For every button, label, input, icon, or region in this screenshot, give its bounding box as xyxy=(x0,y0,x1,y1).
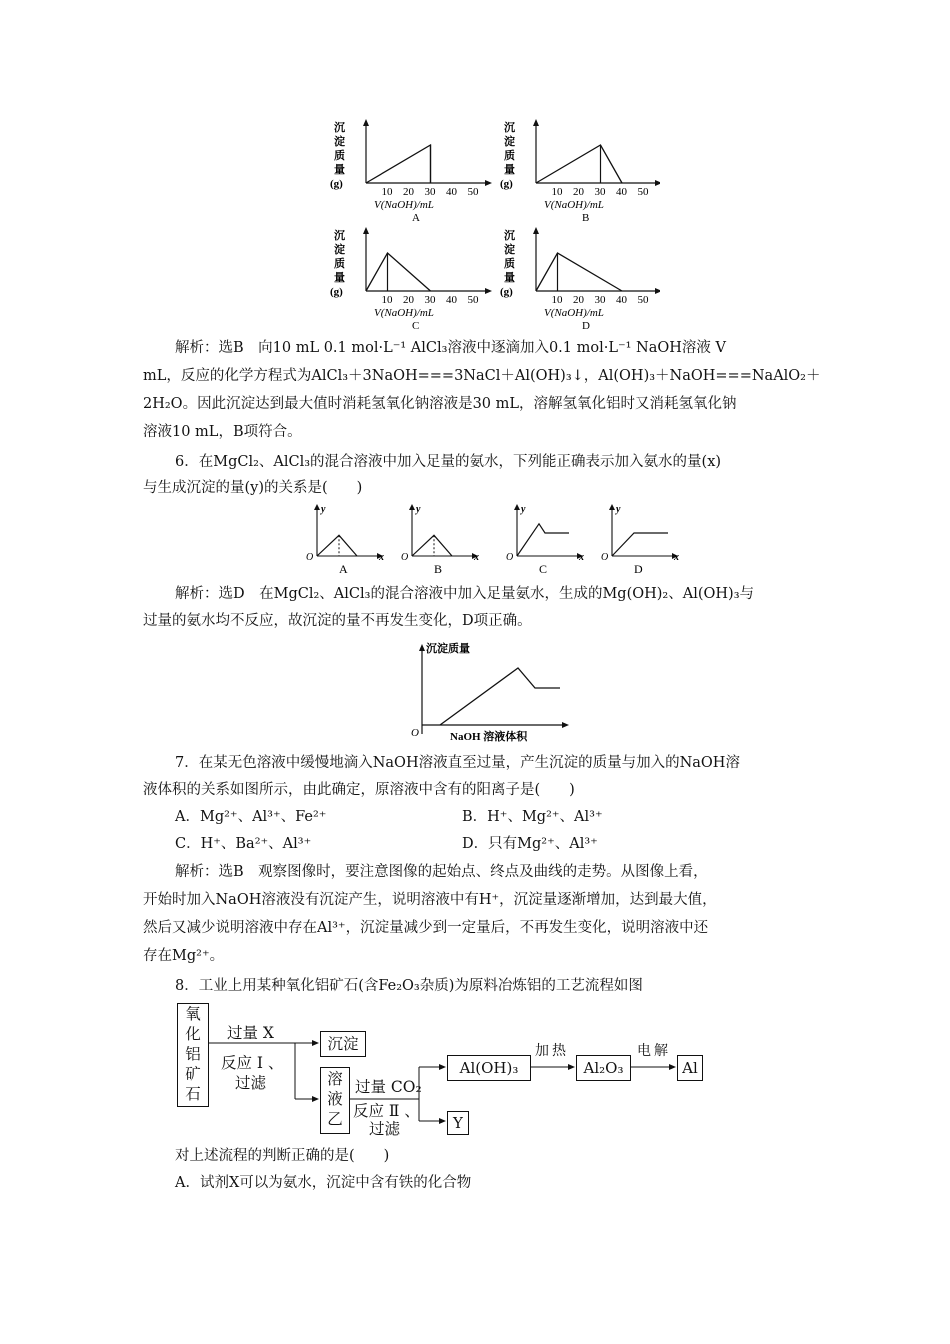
q7-x-arrow xyxy=(562,722,569,728)
q8-precipitate-box: 沉淀 xyxy=(320,1031,366,1057)
q7-stem-line-1: 7．在某无色溶液中缓慢地滴入NaOH溶液直至过量，产生沉淀的质量与加入的NaOH溶 xyxy=(175,755,740,771)
q5-ylabel-char: 淀 xyxy=(504,136,515,148)
q5-ylabel-char: 质 xyxy=(504,150,515,162)
q7-solution-line-3: 然后又减少说明溶液中存在Al³⁺，沉淀量减少到一定量后，不再发生变化，说明溶液中还 xyxy=(143,920,709,936)
q5-chart-label: D xyxy=(582,320,590,332)
q6-option-graphs xyxy=(305,500,685,580)
q7-stem-line-2: 液体积的关系如图所示，由此确定，原溶液中含有的阳离子是( ) xyxy=(143,782,575,798)
q6-y-arrow xyxy=(514,504,520,510)
q8-question: 对上述流程的判断正确的是( ) xyxy=(175,1148,390,1164)
q8-al2o3-box: Al₂O₃ xyxy=(576,1055,631,1081)
q5-x-label: V(NaOH)/mL xyxy=(544,199,604,211)
q8-step2-top: 过量 CO₂ xyxy=(355,1078,422,1096)
q6-y-arrow xyxy=(609,504,615,510)
q8-ore-char: 化 xyxy=(185,1025,201,1043)
q8-al-box: Al xyxy=(677,1055,703,1081)
q5-ylabel-char: 量 xyxy=(334,164,345,176)
q6-graph-label: A xyxy=(339,562,348,576)
q6-origin: O xyxy=(601,552,609,563)
q6-origin: O xyxy=(401,552,409,563)
q8-y-box: Y xyxy=(447,1111,469,1135)
q5-curve xyxy=(366,145,431,183)
q5-curve xyxy=(366,253,431,291)
q5-ylabel-char: (g) xyxy=(330,178,343,190)
q7-option-a: A．Mg²⁺、Al³⁺、Fe²⁺ xyxy=(175,809,327,825)
q6-curve xyxy=(612,533,668,556)
q5-chart-label: C xyxy=(412,320,420,332)
q6-y-label: y xyxy=(616,504,621,515)
q5-tick-label: 30 xyxy=(424,186,436,198)
q5-x-label: V(NaOH)/mL xyxy=(374,307,434,319)
q6-stem-line-2: 与生成沉淀的量(y)的关系是( ) xyxy=(143,480,363,496)
q5-ylabel-char: 沉 xyxy=(504,230,515,242)
q8-step1-bottom1: 反应 Ⅰ 、 xyxy=(221,1054,284,1072)
q6-x-label: x xyxy=(579,552,584,563)
q6-curve xyxy=(317,535,357,556)
q8-solution-b-char: 溶 xyxy=(327,1070,343,1088)
q6-stem-line-1: 6．在MgCl₂、AlCl₃的混合溶液中加入足量的氨水，下列能正确表示加入氨水的量(x) xyxy=(175,454,722,470)
q6-graph-C xyxy=(506,504,584,576)
q8-ore-char: 矿 xyxy=(185,1065,201,1083)
q8-solution-b-char: 乙 xyxy=(327,1110,343,1128)
q5-ylabel-char: (g) xyxy=(330,286,343,298)
q6-solution-line-2: 过量的氨水均不反应，故沉淀的量不再发生变化，D项正确。 xyxy=(143,613,532,629)
q5-tick-label: 40 xyxy=(446,186,457,198)
q5-chart-label: A xyxy=(412,212,420,224)
q7-solution-line-4: 存在Mg²⁺。 xyxy=(143,948,225,964)
q7-curve xyxy=(440,668,560,725)
q5-tick-label: 50 xyxy=(637,186,649,198)
q6-x-label: x xyxy=(379,552,384,563)
q5-charts xyxy=(330,115,660,335)
q6-curve xyxy=(517,524,569,556)
q8-electrolysis-label: 电解 xyxy=(637,1043,671,1059)
q6-graph-D xyxy=(601,504,679,576)
q5-ylabel-char: 淀 xyxy=(504,244,515,256)
q6-x-label: x xyxy=(674,552,679,563)
q5-ylabel-char: 量 xyxy=(504,164,515,176)
q5-ylabel-char: 量 xyxy=(504,272,515,284)
q5-y-arrow xyxy=(363,119,369,126)
q5-ylabel-char: 沉 xyxy=(334,122,345,134)
q5-tick-label: 40 xyxy=(616,186,627,198)
q5-tick-label: 20 xyxy=(403,294,414,306)
q5-tick-label: 10 xyxy=(381,186,393,198)
q5-tick-label: 10 xyxy=(551,186,563,198)
q7-chart xyxy=(395,638,575,748)
q5-tick-label: 20 xyxy=(403,186,414,198)
q7-y-arrow xyxy=(419,644,425,651)
q6-graph-B xyxy=(401,504,479,576)
q5-y-arrow xyxy=(533,227,539,234)
q6-y-arrow xyxy=(314,504,320,510)
q6-graph-label: B xyxy=(434,562,443,576)
q7-option-b: B．H⁺、Mg²⁺、Al³⁺ xyxy=(462,809,603,825)
q5-ylabel-char: 质 xyxy=(334,150,345,162)
q5-ylabel-char: 量 xyxy=(334,272,345,284)
q8-step1-top: 过量 X xyxy=(227,1024,274,1042)
q5-tick-label: 10 xyxy=(551,294,563,306)
q5-curve xyxy=(536,253,622,291)
q5-ylabel-char: 质 xyxy=(334,258,345,270)
q8-solution-b-char: 液 xyxy=(327,1090,343,1108)
q5-tick-label: 20 xyxy=(573,294,584,306)
q5-y-arrow xyxy=(533,119,539,126)
q5-ylabel-char: 沉 xyxy=(334,230,345,242)
q5-x-arrow xyxy=(655,180,660,186)
q5-solution-line-2: mL，反应的化学方程式为AlCl₃＋3NaOH===3NaCl＋Al(OH)₃↓，Al(OH)₃＋NaOH===NaAlO₂＋ xyxy=(143,368,821,384)
q5-ylabel-char: (g) xyxy=(500,286,513,298)
q6-y-arrow xyxy=(409,504,415,510)
q5-tick-label: 40 xyxy=(616,294,627,306)
q7-solution-line-2: 开始时加入NaOH溶液没有沉淀产生，说明溶液中有H⁺，沉淀量逐渐增加，达到最大值， xyxy=(143,892,717,908)
q5-tick-label: 10 xyxy=(381,294,393,306)
q8-option-a: A．试剂X可以为氨水，沉淀中含有铁的化合物 xyxy=(175,1175,472,1191)
q6-graph-A xyxy=(306,504,384,576)
q8-ore-char: 氧 xyxy=(185,1005,201,1023)
q5-x-arrow xyxy=(485,180,492,186)
q5-solution-line-4: 溶液10 mL，B项符合。 xyxy=(143,424,302,440)
q5-ylabel-char: 质 xyxy=(504,258,515,270)
q6-graph-label: D xyxy=(634,562,643,576)
q8-heat-label: 加热 xyxy=(535,1043,569,1059)
q5-tick-label: 30 xyxy=(594,186,606,198)
q5-ylabel-char: (g) xyxy=(500,178,513,190)
q5-tick-label: 50 xyxy=(467,186,479,198)
q8-flowchart xyxy=(175,1003,735,1143)
q6-x-label: x xyxy=(474,552,479,563)
q8-ore-char: 石 xyxy=(185,1085,201,1103)
q5-tick-label: 30 xyxy=(594,294,606,306)
q5-chart-label: B xyxy=(582,212,590,224)
q5-ylabel-char: 淀 xyxy=(334,244,345,256)
q8-aloh3-box: Al(OH)₃ xyxy=(447,1055,531,1081)
q6-y-label: y xyxy=(416,504,421,515)
q7-y-label: 沉淀质量 xyxy=(426,643,470,655)
q6-origin: O xyxy=(506,552,514,563)
q8-step1-bottom2: 过滤 xyxy=(235,1074,267,1092)
q6-solution-line-1: 解析：选D 在MgCl₂、AlCl₃的混合溶液中加入足量氨水，生成的Mg(OH)₂、Al(OH)₃与 xyxy=(175,586,755,602)
q5-tick-label: 40 xyxy=(446,294,457,306)
q5-chart-C xyxy=(330,227,492,332)
q6-graph-label: C xyxy=(539,562,548,576)
q8-solution-b-box xyxy=(320,1067,350,1134)
q5-ylabel-char: 沉 xyxy=(504,122,515,134)
q5-x-arrow xyxy=(485,288,492,294)
q6-origin: O xyxy=(306,552,314,563)
q7-x-label: NaOH 溶液体积 xyxy=(450,731,528,743)
q8-stem-line-1: 8．工业上用某种氧化铝矿石(含Fe₂O₃杂质)为原料冶炼铝的工艺流程如图 xyxy=(175,978,643,994)
q5-solution-line-3: 2H₂O。因此沉淀达到最大值时消耗氢氧化钠溶液是30 mL，溶解氢氧化铝时又消耗氢氧化钠 xyxy=(143,396,737,412)
q8-ore-box xyxy=(177,1003,209,1107)
q5-x-label: V(NaOH)/mL xyxy=(374,199,434,211)
q5-x-arrow xyxy=(655,288,660,294)
q6-y-label: y xyxy=(321,504,326,515)
q7-option-c: C．H⁺、Ba²⁺、Al³⁺ xyxy=(175,836,312,852)
q8-step2-bottom1: 反应 Ⅱ 、 xyxy=(353,1102,420,1120)
q5-curve xyxy=(536,145,622,183)
q5-solution-line-1: 解析：选B 向10 mL 0.1 mol·L⁻¹ AlCl₃溶液中逐滴加入0.1 mol·L⁻¹ NaOH溶液 V xyxy=(175,340,726,356)
q8-ore-char: 铝 xyxy=(185,1045,201,1063)
q5-chart-A xyxy=(330,119,492,224)
q5-x-label: V(NaOH)/mL xyxy=(544,307,604,319)
q8-step2-bottom2: 过滤 xyxy=(369,1120,401,1138)
q5-chart-D xyxy=(500,227,660,332)
q5-ylabel-char: 淀 xyxy=(334,136,345,148)
q7-solution-line-1: 解析：选B 观察图像时，要注意图像的起始点、终点及曲线的走势。从图像上看， xyxy=(175,864,708,880)
q7-origin: O xyxy=(411,727,419,739)
q6-y-label: y xyxy=(521,504,526,515)
q5-y-arrow xyxy=(363,227,369,234)
q7-option-d: D．只有Mg²⁺、Al³⁺ xyxy=(462,836,598,852)
q5-tick-label: 20 xyxy=(573,186,584,198)
q5-tick-label: 30 xyxy=(424,294,436,306)
q5-chart-B xyxy=(500,119,660,224)
q6-curve xyxy=(412,535,452,556)
q5-tick-label: 50 xyxy=(467,294,479,306)
q5-tick-label: 50 xyxy=(637,294,649,306)
